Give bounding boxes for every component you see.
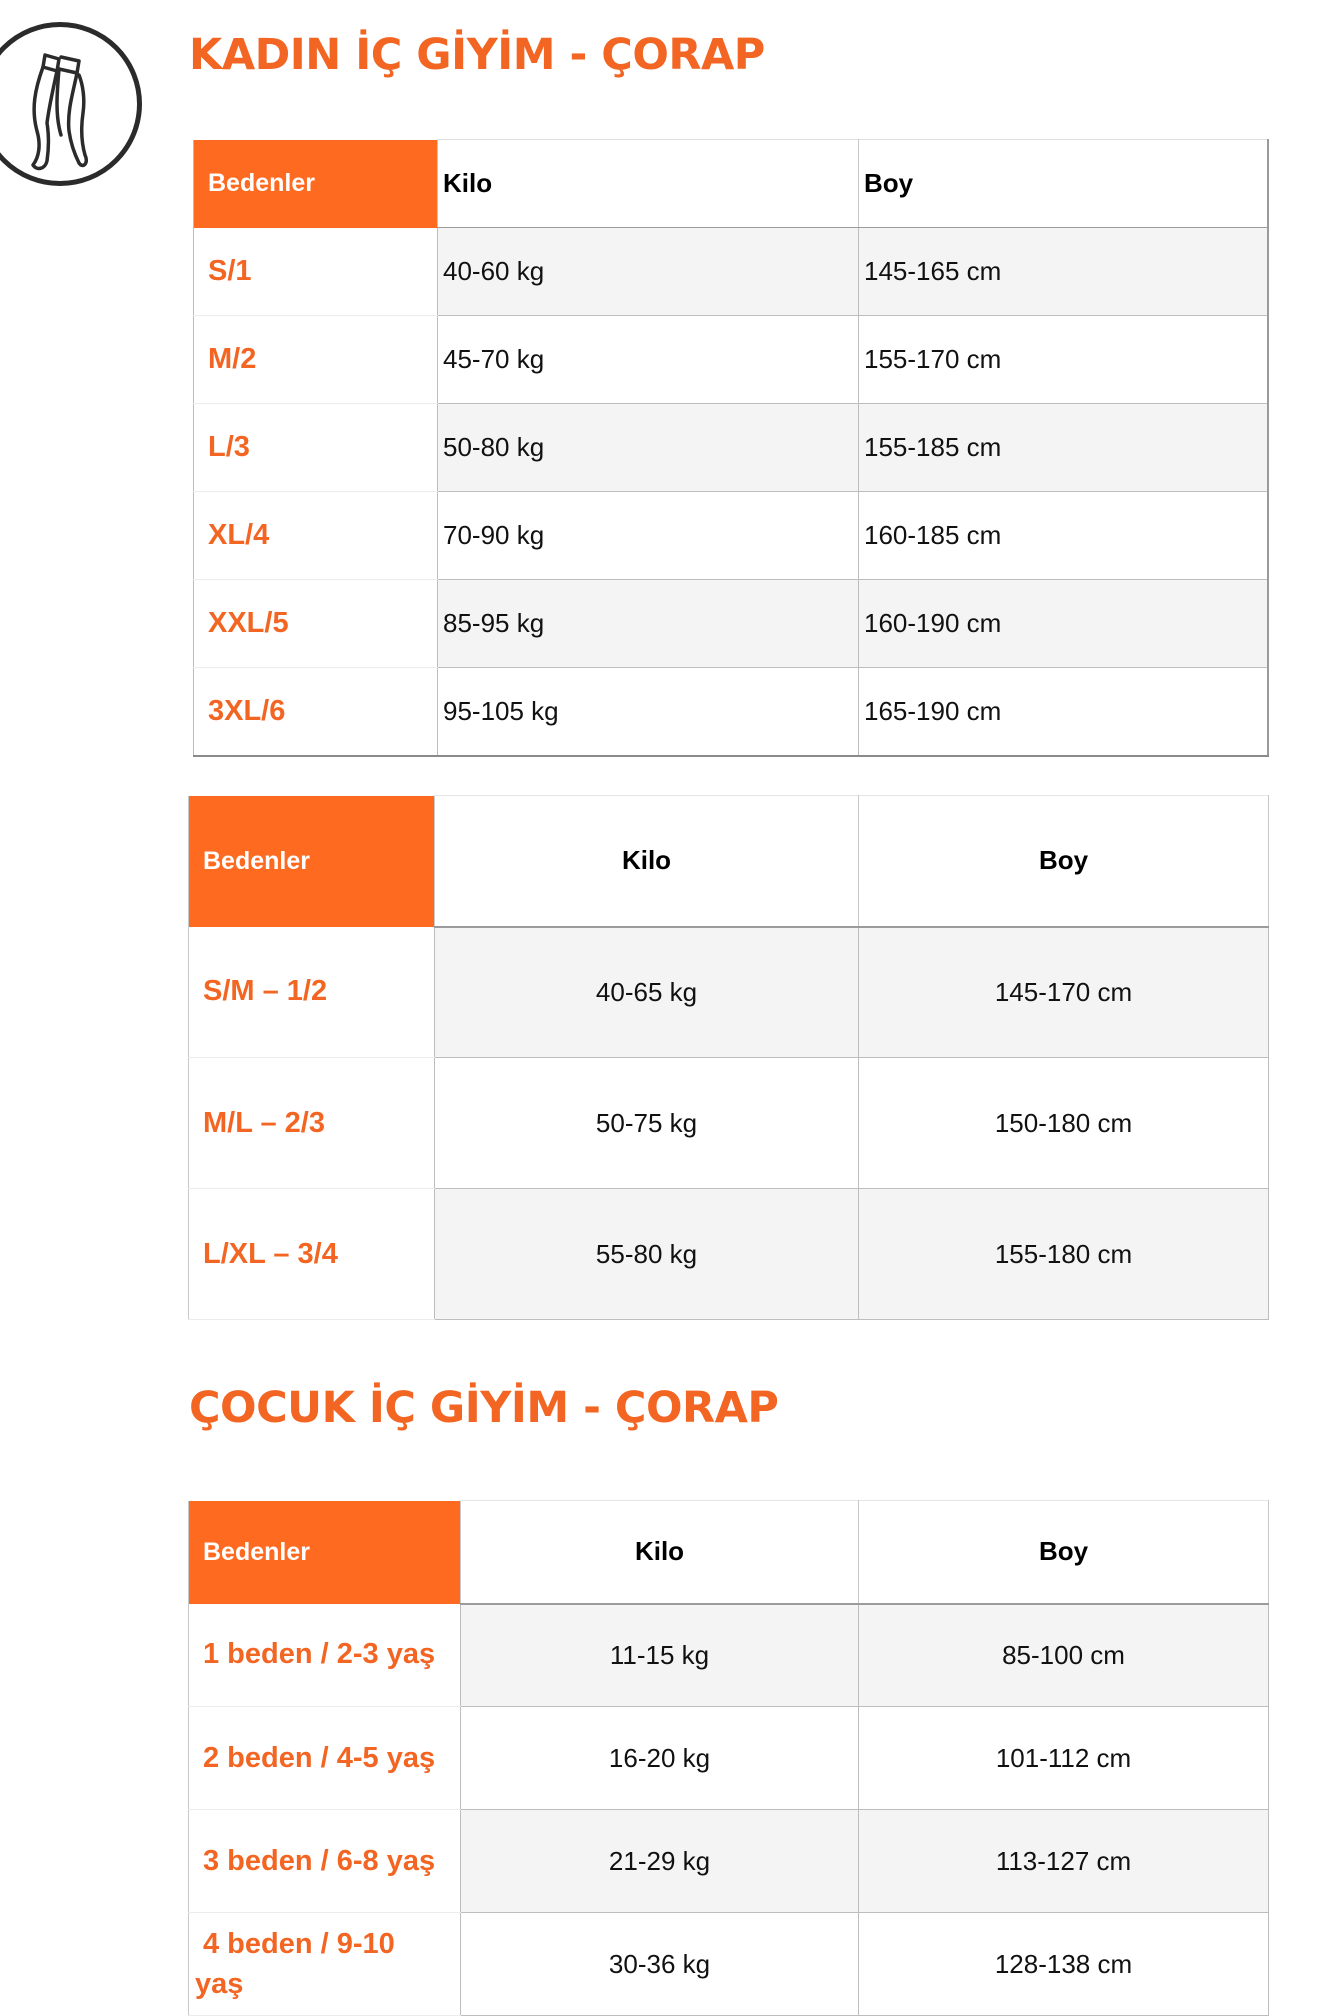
height-cell: 160-185 cm: [859, 492, 1268, 580]
size-cell: L/XL – 3/4: [189, 1189, 435, 1320]
height-column-header: Boy: [859, 1501, 1269, 1604]
table-row: [194, 668, 1268, 756]
height-cell: 85-100 cm: [859, 1604, 1269, 1707]
size-cell: M/2: [194, 316, 438, 404]
women-size-table-2: [188, 795, 1269, 1320]
size-cell: L/3: [194, 404, 438, 492]
table-row: [194, 492, 1268, 580]
size-cell: S/1: [194, 228, 438, 316]
height-cell: 160-190 cm: [859, 580, 1268, 668]
weight-cell: 30-36 kg: [461, 1913, 859, 2016]
table-row: [189, 1058, 1269, 1189]
height-cell: 150-180 cm: [859, 1058, 1269, 1189]
size-cell: 3XL/6: [194, 668, 438, 756]
table-row: [189, 1604, 1269, 1707]
height-cell: 145-170 cm: [859, 927, 1269, 1058]
table-row: [189, 1707, 1269, 1810]
weight-column-header: Kilo: [461, 1501, 859, 1604]
table-row: [189, 1810, 1269, 1913]
weight-cell: 70-90 kg: [438, 492, 859, 580]
table-row: [194, 404, 1268, 492]
size-column-header: Bedenler: [194, 140, 438, 228]
weight-cell: 11-15 kg: [461, 1604, 859, 1707]
weight-cell: 50-75 kg: [435, 1058, 859, 1189]
weight-cell: 50-80 kg: [438, 404, 859, 492]
size-cell: M/L – 2/3: [189, 1058, 435, 1189]
weight-column-header: Kilo: [438, 140, 859, 228]
stockings-icon: [23, 49, 93, 173]
size-cell-line-1: 4 beden / 9-10: [203, 1928, 395, 1960]
table-row: [194, 580, 1268, 668]
height-cell: 113-127 cm: [859, 1810, 1269, 1913]
size-cell: [189, 1913, 461, 2016]
weight-cell: 85-95 kg: [438, 580, 859, 668]
height-cell: 101-112 cm: [859, 1707, 1269, 1810]
table-row: [189, 1189, 1269, 1320]
stockings-icon-badge: [0, 22, 142, 186]
size-cell: XL/4: [194, 492, 438, 580]
table-row: [189, 927, 1269, 1058]
height-cell: 128-138 cm: [859, 1913, 1269, 2016]
weight-cell: 45-70 kg: [438, 316, 859, 404]
size-column-header: Bedenler: [189, 1501, 461, 1604]
weight-cell: 95-105 kg: [438, 668, 859, 756]
size-cell: S/M – 1/2: [189, 927, 435, 1058]
kids-section-title: ÇOCUK İÇ GİYİM - ÇORAP: [189, 1383, 779, 1433]
table-row: [194, 228, 1268, 316]
size-cell: 1 beden / 2-3 yaş: [189, 1604, 461, 1707]
height-cell: 165-190 cm: [859, 668, 1268, 756]
height-cell: 155-185 cm: [859, 404, 1268, 492]
size-column-header: Bedenler: [189, 796, 435, 927]
size-cell-line-2: yaş: [195, 1968, 244, 2000]
weight-cell: 40-65 kg: [435, 927, 859, 1058]
size-cell: XXL/5: [194, 580, 438, 668]
kids-size-table: [188, 1500, 1269, 2016]
height-cell: 145-165 cm: [859, 228, 1268, 316]
women-size-table-1: [193, 139, 1269, 757]
height-cell: 155-180 cm: [859, 1189, 1269, 1320]
weight-column-header: Kilo: [435, 796, 859, 927]
table-row: [194, 316, 1268, 404]
weight-cell: 55-80 kg: [435, 1189, 859, 1320]
height-cell: 155-170 cm: [859, 316, 1268, 404]
women-section-title: KADIN İÇ GİYİM - ÇORAP: [189, 30, 765, 80]
height-column-header: Boy: [859, 140, 1268, 228]
height-column-header: Boy: [859, 796, 1269, 927]
weight-cell: 21-29 kg: [461, 1810, 859, 1913]
weight-cell: 16-20 kg: [461, 1707, 859, 1810]
size-cell: 3 beden / 6-8 yaş: [189, 1810, 461, 1913]
size-cell: 2 beden / 4-5 yaş: [189, 1707, 461, 1810]
weight-cell: 40-60 kg: [438, 228, 859, 316]
table-row: [189, 1913, 1269, 2016]
